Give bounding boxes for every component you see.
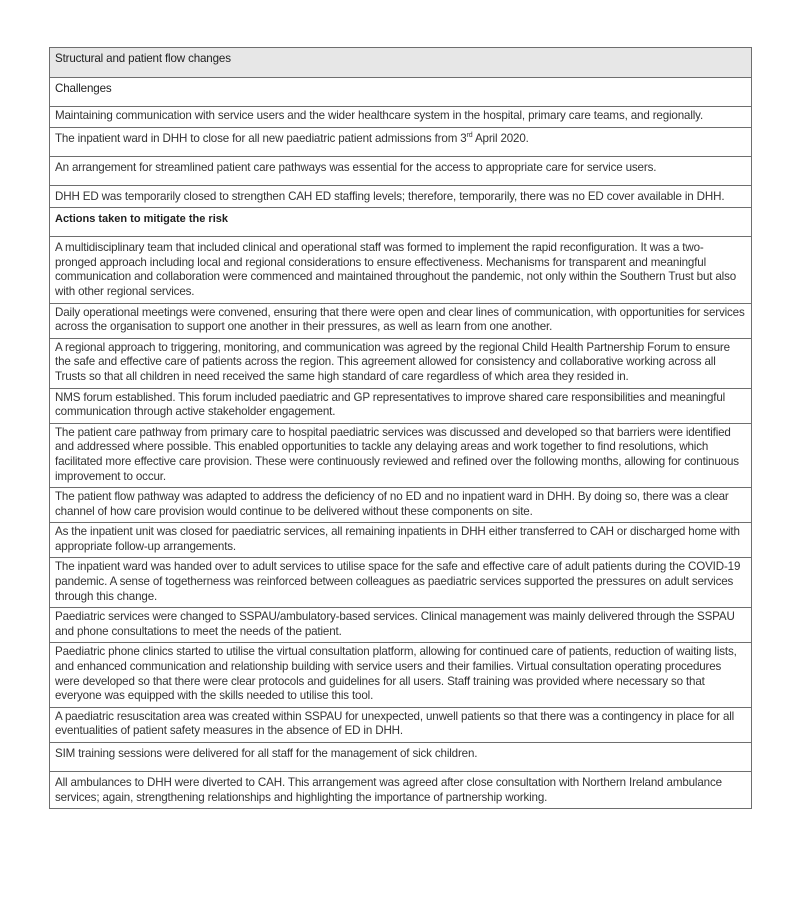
- action-cell: A paediatric resuscitation area was created within SSPAU for unexpected, unwell patients so that there was a contingency in place for all eventualities of patient safety measures in the absence of ED in DHH.: [50, 707, 752, 742]
- action-cell: All ambulances to DHH were diverted to CAH. This arrangement was agreed after close consultation with Northern Ireland ambulance services; again, strengthening relationships and highlighting the importance of partnership working.: [50, 772, 752, 809]
- table-row: [50, 558, 752, 608]
- action-cell: As the inpatient unit was closed for paediatric services, all remaining inpatients in DHH either transferred to CAH or discharged home with appropriate follow-up arrangements.: [50, 523, 752, 558]
- table-row: [50, 237, 752, 303]
- table-row: [50, 185, 752, 208]
- challenge-cell: An arrangement for streamlined patient care pathways was essential for the access to appropriate care for service users.: [50, 156, 752, 185]
- table-title: Structural and patient flow changes: [50, 48, 752, 78]
- table-row: [50, 127, 752, 156]
- action-cell: Paediatric phone clinics started to utilise the virtual consultation platform, allowing for continued care of patients, reduction of waiting lists, and enhanced communication and relationship building with service users and their families. Virtual consultation operating procedures were developed so that there were clear protocols and guidelines for all users. Staff training was provided where necessary so that everyone was equipped with the skills needed to utilise this tool.: [50, 643, 752, 707]
- table-row: [50, 608, 752, 643]
- table-row: [50, 743, 752, 772]
- challenge-cell: Maintaining communication with service users and the wider healthcare system in the hospital, primary care teams, and regionally.: [50, 107, 752, 128]
- table-row: [50, 643, 752, 707]
- challenge-cell: [50, 127, 752, 156]
- table-row: [50, 423, 752, 487]
- challenges-heading-row: [50, 78, 752, 107]
- table-row: [50, 303, 752, 338]
- challenge-text-before: The inpatient ward in DHH to close for all new paediatric patient admissions from 3: [55, 131, 467, 145]
- table-row: [50, 772, 752, 809]
- action-cell: A regional approach to triggering, monitoring, and communication was agreed by the regional Child Health Partnership Forum to ensure the safe and effective care of patients across the region. This agreement allowed for consistency and collaborative working across all Trusts so that all children in need received the same high standard of care regardless of which area they resided in.: [50, 338, 752, 388]
- action-cell: NMS forum established. This forum included paediatric and GP representatives to improve shared care responsibilities and meaningful communication through active stakeholder engagement.: [50, 388, 752, 423]
- table-row: [50, 156, 752, 185]
- challenge-text-after: April 2020.: [472, 131, 529, 145]
- actions-heading-row: [50, 208, 752, 237]
- action-cell: Paediatric services were changed to SSPAU/ambulatory-based services. Clinical management was mainly delivered through the SSPAU and phone consultations to meet the needs of the patient.: [50, 608, 752, 643]
- actions-heading: Actions taken to mitigate the risk: [50, 208, 752, 237]
- action-cell: A multidisciplinary team that included clinical and operational staff was formed to implement the rapid reconfiguration. It was a two-pronged approach including local and regional considerations to ensure effectiveness. Mechanisms for transparent and meaningful communication and collaboration were commenced and maintained throughout the pandemic, not only within the Southern Trust but also with other regional services.: [50, 237, 752, 303]
- action-cell: SIM training sessions were delivered for all staff for the management of sick children.: [50, 743, 752, 772]
- action-cell: The patient care pathway from primary care to hospital paediatric services was discussed and developed so that barriers were identified and addressed where possible. This enabled opportunities to tackle any delaying areas and work together to find resolutions, which facilitated more effective care provision. These were continuously reviewed and refined over the following months, allowing for continuous improvement to occur.: [50, 423, 752, 487]
- table-row: [50, 707, 752, 742]
- table-row: [50, 523, 752, 558]
- action-cell: The patient flow pathway was adapted to address the deficiency of no ED and no inpatient ward in DHH. By doing so, there was a clear channel of how care provision would continue to be delivered without these components on site.: [50, 488, 752, 523]
- action-cell: Daily operational meetings were convened, ensuring that there were open and clear lines of communication, with opportunities for services across the organisation to support one another in their pressures, as well as learn from one another.: [50, 303, 752, 338]
- challenges-heading: Challenges: [50, 78, 752, 107]
- table-title-row: [50, 48, 752, 78]
- challenge-cell: DHH ED was temporarily closed to strengthen CAH ED staffing levels; therefore, temporarily, there was no ED cover available in DHH.: [50, 185, 752, 208]
- table-row: [50, 107, 752, 128]
- action-cell: The inpatient ward was handed over to adult services to utilise space for the safe and effective care of adult patients during the COVID-19 pandemic. A sense of togetherness was reinforced between colleagues as paediatric services supported the pressures on adult services through this change.: [50, 558, 752, 608]
- ordinal-suffix: rd: [466, 131, 473, 139]
- structural-changes-table: [49, 47, 752, 809]
- table-row: [50, 488, 752, 523]
- table-row: [50, 338, 752, 388]
- table-row: [50, 388, 752, 423]
